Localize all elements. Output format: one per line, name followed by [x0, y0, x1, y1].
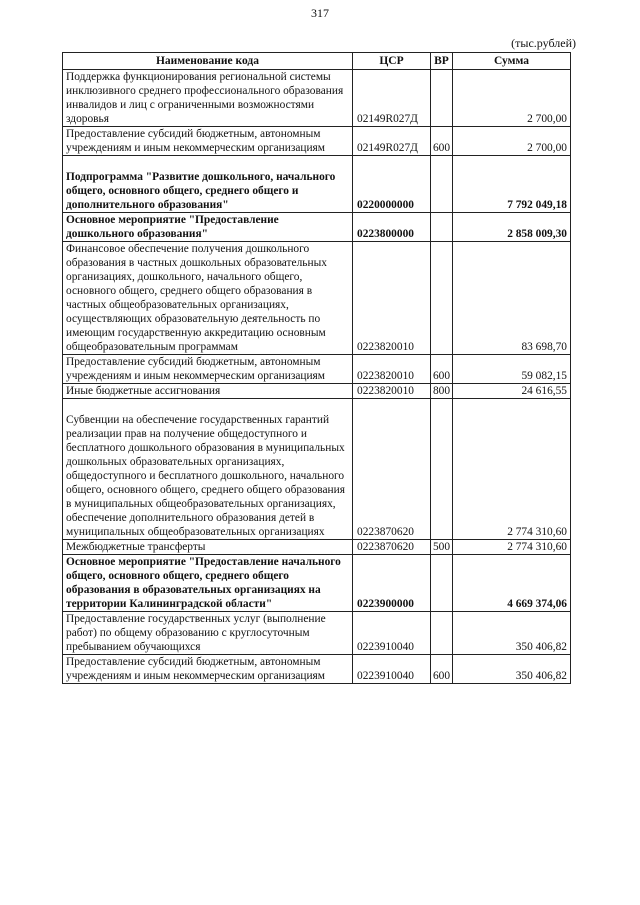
row-vr [431, 555, 453, 612]
row-name: Подпрограмма "Развитие дошкольного, начального общего, основного общего, среднего общего и дополнительного образования" [63, 156, 353, 213]
row-sum: 350 406,82 [453, 655, 571, 684]
row-sum: 2 700,00 [453, 127, 571, 156]
table-header-row [63, 53, 571, 70]
row-vr: 600 [431, 655, 453, 684]
table-row [63, 127, 571, 156]
row-name: Предоставление государственных услуг (выполнение работ) по общему образованию с круглосуточным пребыванием обучающихся [63, 612, 353, 655]
row-csr: 0223900000 [353, 555, 431, 612]
table-row [63, 612, 571, 655]
row-name: Основное мероприятие "Предоставление начального общего, основного общего, среднего общего образования в образовательных организациях на территории Калининградской области" [63, 555, 353, 612]
row-name: Поддержка функционирования региональной системы инклюзивного среднего профессионального образования инвалидов и лиц с ограниченными возможностями здоровья [63, 70, 353, 127]
table-row [63, 540, 571, 555]
row-csr: 0223800000 [353, 213, 431, 242]
row-sum: 2 774 310,60 [453, 399, 571, 540]
row-csr: 0223820010 [353, 242, 431, 355]
table-row [63, 655, 571, 684]
row-sum: 2 700,00 [453, 70, 571, 127]
row-vr [431, 242, 453, 355]
row-sum: 2 858 009,30 [453, 213, 571, 242]
table-row [63, 213, 571, 242]
row-vr [431, 213, 453, 242]
row-csr: 02149R027Д [353, 70, 431, 127]
row-csr: 0223870620 [353, 399, 431, 540]
row-sum: 2 774 310,60 [453, 540, 571, 555]
row-vr [431, 70, 453, 127]
row-name: Предоставление субсидий бюджетным, автономным учреждениям и иным некоммерческим организациям [63, 355, 353, 384]
row-vr: 800 [431, 384, 453, 399]
row-name: Субвенции на обеспечение государственных гарантий реализации прав на получение общедоступного и бесплатного дошкольного образования в муниципальных дошкольных образовательных организациях, общедоступного и бесплатного дошкольного, начального общего, основного общего, среднего общего образования в муниципальных общеобразовательных организациях, обеспечение дополнительного образования детей в муниципальных общеобразовательных организациях [63, 399, 353, 540]
table-row [63, 555, 571, 612]
row-vr: 600 [431, 355, 453, 384]
header-name: Наименование кода [63, 53, 353, 70]
row-csr: 0223910040 [353, 655, 431, 684]
row-name: Финансовое обеспечение получения дошкольного образования в частных дошкольных образовательных организациях, дошкольного, начального общего, основного общего, среднего общего образования в частных общеобразовательных организациях, осуществляющих образовательную деятельность по имеющим государственную аккредитацию основным общеобразовательным программам [63, 242, 353, 355]
table-row [63, 70, 571, 127]
row-csr: 0223820010 [353, 355, 431, 384]
row-sum: 4 669 374,06 [453, 555, 571, 612]
row-sum: 350 406,82 [453, 612, 571, 655]
row-csr: 0223910040 [353, 612, 431, 655]
row-csr: 0223820010 [353, 384, 431, 399]
row-csr: 02149R027Д [353, 127, 431, 156]
row-csr: 0220000000 [353, 156, 431, 213]
table-row [63, 242, 571, 355]
header-csr: ЦСР [353, 53, 431, 70]
row-name: Предоставление субсидий бюджетным, автономным учреждениям и иным некоммерческим организациям [63, 127, 353, 156]
row-vr: 600 [431, 127, 453, 156]
budget-table [62, 52, 571, 684]
row-name: Предоставление субсидий бюджетным, автономным учреждениям и иным некоммерческим организациям [63, 655, 353, 684]
row-sum: 7 792 049,18 [453, 156, 571, 213]
units-label: (тыс.рублей) [511, 36, 576, 50]
table-row [63, 399, 571, 540]
row-sum: 59 082,15 [453, 355, 571, 384]
table-row [63, 384, 571, 399]
row-vr: 500 [431, 540, 453, 555]
header-sum: Сумма [453, 53, 571, 70]
row-name: Иные бюджетные ассигнования [63, 384, 353, 399]
row-sum: 24 616,55 [453, 384, 571, 399]
row-csr: 0223870620 [353, 540, 431, 555]
header-vr: ВР [431, 53, 453, 70]
row-name: Межбюджетные трансферты [63, 540, 353, 555]
page-number: 317 [311, 6, 329, 20]
row-name: Основное мероприятие "Предоставление дошкольного образования" [63, 213, 353, 242]
table-row [63, 355, 571, 384]
row-sum: 83 698,70 [453, 242, 571, 355]
row-vr [431, 612, 453, 655]
row-vr [431, 156, 453, 213]
table-row [63, 156, 571, 213]
row-vr [431, 399, 453, 540]
